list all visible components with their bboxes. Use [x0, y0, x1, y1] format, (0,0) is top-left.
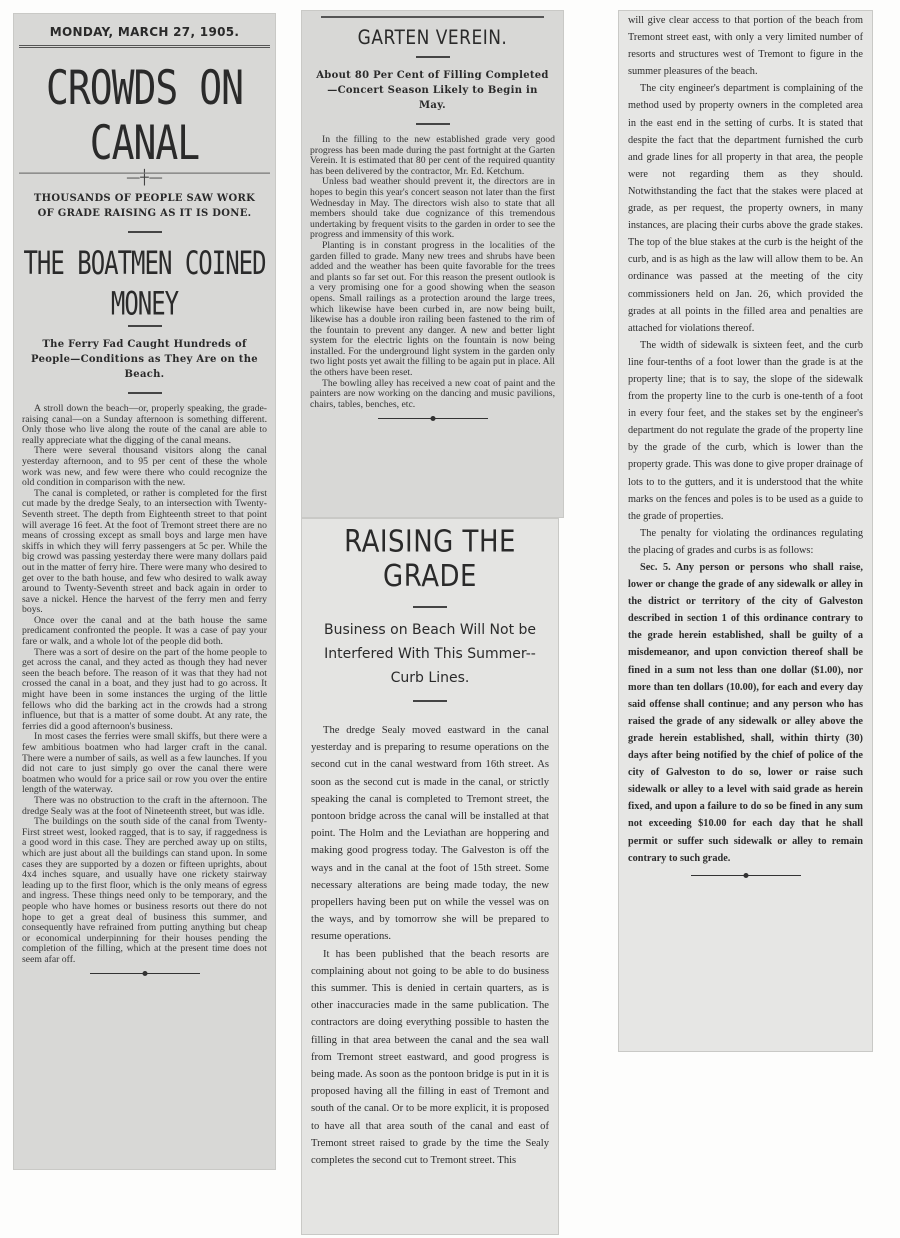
deck-thousands: THOUSANDS OF PEOPLE SAW WORK OF GRADE RAISING AS IT IS DONE.: [33, 193, 256, 219]
clipping-raising-the-grade: [301, 518, 559, 1235]
paragraph: The canal is completed, or rather is completed for the first cut made by the dredge Sealy, to an intersection with Twenty-Seventh street. The depth from Eighteenth street to that point will average 16 feet. At the foot of Tremont street there are no means of crossing except as small boys and large men have skiffs in which they will ferry passengers at 5c per. While the big crowd was passing yesterday there were many dollars paid out in the matter of ferry hire. There were many who desired to get over to the bath house, and few who desired to walk away around to Twenty-Seventh street and back again in order to save a nickel. Hence the harvest of the ferry men and ferry boys.: [22, 487, 267, 616]
divider: [416, 56, 450, 58]
deck-ferry-fad: The Ferry Fad Caught Hundreds of People—Conditions as They Are on the Beach.: [31, 339, 258, 380]
paragraph: The dredge Sealy moved eastward in the canal yesterday and is preparing to resume operations on the second cut in the canal westward from 16th street. As soon as the second cut is made in the canal, or strictly speaking the canal is completed to Tremont street, the pontoon bridge across the canal will be installed at that point. The Holm and the Leviathan are hoppering and making good progress today. The Galveston is off the ways and in the canal at the foot of 15th street. Some necessary alterations are being made today, the new propellers having been put on while the vessel was on the ways, and by tomorrow she will be prepared to resume operations.: [311, 725, 549, 943]
divider: [128, 231, 162, 233]
clipping-raising-the-grade-continued: [618, 10, 873, 1052]
paragraph: Unless bad weather should prevent it, the directors are in hopes to begin this year's concert season not later than the first Wednesday in May. The directors wish also to state that all members should take due cognizance of this tremendous undertaking by frequent visits to the garden in order to see the progress and immensity of this work.: [310, 176, 555, 241]
divider: [416, 123, 450, 125]
paragraph: In the filling to the new established grade very good progress has been made during the past fortnight at the Garten Verein. It is estimated that 80 per cent of the required quantity has been delivered by the contractor, Mr. Ed. Ketchum.: [310, 134, 555, 177]
headline-garten-verein: GARTEN VEREIN.: [357, 26, 508, 50]
deck-business-on-beach: Business on Beach Will Not be Interfered With This Summer--Curb Lines.: [323, 622, 537, 686]
paragraph: Once over the canal and at the bath house the same predicament confronted the people. It was a case of pay your fare or walk, and a whole lot of the people did both.: [22, 614, 267, 648]
paragraph: Planting is in constant progress in the localities of the garden filled to grade. Many new trees and shrubs have been added and the weather has been quite favorable for the trees and plants so far set out. For this reason the present outlook is a very promising one for a good showing when the season opens. Small railings as a protection around the large trees, which likewise have been curbed in, are now being built, likewise has a double iron railing been fastened to the rim of the fountain to prevent any danger. A new and better light system for the electric lights on the fountain is now being installed. For the underground light system in the garden only two light posts yet await the filling to be again put in place. All the others have been reset.: [310, 239, 555, 379]
clipping-garten-verein: [301, 10, 564, 518]
divider: [413, 606, 447, 608]
article-body: [628, 12, 863, 867]
dateline: MONDAY, MARCH 27, 1905.: [19, 13, 270, 48]
paragraph: There was a sort of desire on the part of the home people to get across the canal, and they acted as though they had never seen the beach before. The reason of it was that they had not crossed the canal in a boat, and they just had to go across. It might have been in some instances the urging of the little fellows who did the barking act in the crowds had a strong influence, but that is a matter of some doubt. At any rate, the ferries did a good afternoon's business.: [22, 646, 267, 732]
paragraph: In most cases the ferries were small skiffs, but there were a few ambitious boatmen who had larger craft in the canal. There were a number of sails, as well as a few launches. If you did not care to just simply go over the canal there were boatmen who would for a price sail or row you over the entire length of the waterway.: [22, 731, 267, 796]
paragraph: The penalty for violating the ordinances regulating the placing of grades and curbs is as follows:: [628, 527, 863, 556]
article-body: [22, 404, 267, 965]
divider: —┼—: [126, 170, 163, 186]
paragraph: There was no obstruction to the craft in the afternoon. The dredge Sealy was at the foot of Nineteenth street, but was idle.: [22, 794, 267, 817]
paragraph: It has been published that the beach resorts are complaining about not going to be able to do business this summer. This is denied in certain quarters, as is other inaccuracies made in the same publication. The contractors are doing everything possible to hasten the filling in that area between the canal and the sea wall from Tremont street eastward, and good progress is being made. As soon as the pontoon bridge is put in it is proposed having all the filling in east of Tremont and south of the canal. Or to be more explicit, it is proposed to have all that area south of the canal and east of Tremont street raised to grade by the time the Sealy completes the second cut to Tremont street. This: [311, 948, 549, 1167]
headline-boatmen: THE BOATMEN COINED MONEY: [23, 244, 266, 323]
article-body: [311, 722, 549, 1169]
headline-crowds-on-canal: CROWDS ON CANAL: [19, 60, 270, 174]
headline-raising-the-grade: RAISING THE GRADE: [344, 524, 516, 594]
divider: [128, 325, 162, 327]
paragraph: The bowling alley has received a new coat of paint and the painters are now working on the dancing and music pavilions, chairs, tables, benches, etc.: [310, 377, 555, 410]
paragraph: The width of sidewalk is sixteen feet, and the curb line four-tenths of a foot lower than the grade is at the property line; that is to say, the slope of the sidewalk from the property line to the curb is one-tenth of a foot in every four feet, and the stakes set by the engineer's department do not regulate the grade of the property line by the grade of the curb, which is lower than the property grade. This was done to give proper drainage of lots to to the gutters, and it is understood that the white marks on the fences and poles is to be used as a guide to the grade of properties.: [628, 339, 863, 522]
divider: [413, 700, 447, 702]
clipping-crowds-on-canal: [13, 13, 276, 1170]
deck-filling: About 80 Per Cent of Filling Completed—Concert Season Likely to Begin in May.: [316, 70, 549, 111]
divider: [321, 16, 544, 18]
paragraph: The buildings on the south side of the canal from Twenty-First street west, looked ragged, that is to say, if raggedness is a good word in this case. They are perched away up on stilts, which are just about all the buildings can stand upon. In some cases they are supported by a dozen or fifteen uprights, about 4x4 inches square, and usually have one rickety stairway leading up to the first floor, which is the only means of egress and ingress. These things need only to be temporary, and the people who have homes or business resorts out there do not hope to get a great deal of business this summer, and consequently have refrained from putting anything but cheap or economical underpinning for their houses pending the completion of the filling, which at the present time does not seem afar off.: [22, 816, 267, 965]
end-rule: [90, 973, 200, 974]
end-rule: [378, 418, 488, 419]
paragraph: The city engineer's department is complaining of the method used by property owners in the completed area in the east end in the setting of curbs. It is stated that despite the fact that the department furnished the curb and grade lines for all property in that area, the people were not regarding them as they should. Notwithstanding the fact that the stakes were placed at grade, as per request, the property owners, in many instances, are placing their curbs above the grade stakes. The top of the blue stakes at the curb is the height of the curb, and is as high as the law will allow them to be. An ordinance was passed at the meeting of the city commissioners held on Jan. 26, which provided the grades at all points in the filled area and penalties are attached for violations thereof.: [628, 83, 863, 334]
article-body: [310, 135, 555, 410]
paragraph-ordinance: Sec. 5. Any person or persons who shall raise, lower or change the grade of any sidewalk or alley in the district or territory of the city of Galveston described in section 1 of this ordinance contrary to the grade herein established, shall be guilty of a misdemeanor, and upon conviction thereof shall be fined in a sum not less than one dollar ($1.00), nor more than ten dollars (10.00), for each and every day said offense shall continue; and any person who has raised the grade of any sidewalk or alley above the grade herein established, shall, within thirty (30) days after being notified by the chief of police of the city of Galveston to do so, lower or raise such sidewalk or alley to a level with said grade as herein fixed, and upon a failure to do so be fined in any sum not exceeding $10.00 for each day that he shall permit or suffer such sidewalk or alley to remain contrary to such grade.: [628, 562, 863, 864]
divider: [128, 392, 162, 394]
end-rule: [691, 875, 801, 876]
paragraph: There were several thousand visitors along the canal yesterday afternoon, and to 95 per cent of these the whole work was new, and few were there who could recognize the old condition in comparison with the new.: [22, 445, 267, 489]
paragraph: A stroll down the beach—or, properly speaking, the grade-raising canal—on a Sunday afternoon is something different. Only those who live along the route of the canal are able to really appreciate what the digging of the canal means.: [22, 403, 267, 446]
paragraph: will give clear access to that portion of the beach from Tremont street east, with only a very limited number of resorts and structures west of Tremont to figure in the summer pleasures of the beach.: [628, 15, 863, 78]
